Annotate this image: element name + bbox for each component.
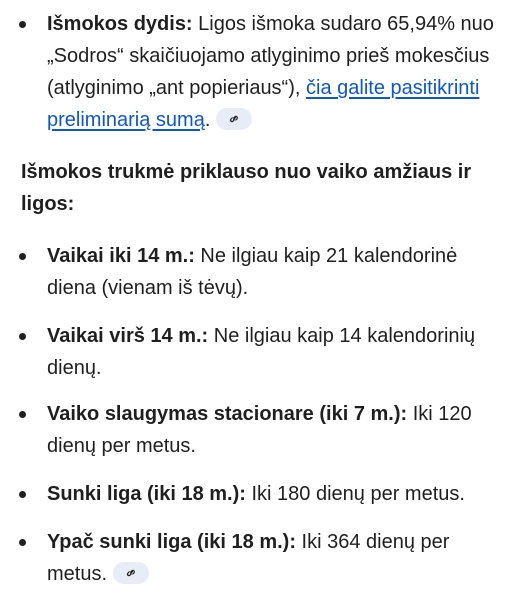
bullet-icon (19, 411, 26, 418)
item-text: Ligos išmoka sudaro 65,94% nuo „Sodros“ skaičiuojamo atlyginimo prieš mokesčius (atlyginimo „ant popieriaus“), (47, 13, 494, 99)
item-text: Iki 120 dienų per metus. (47, 403, 472, 457)
bullet-icon (19, 333, 26, 340)
item-text: Iki 180 dienų per metus. (245, 483, 465, 505)
item-label: Vaiko slaugymas stacionare (iki 7 m.): (47, 403, 408, 425)
list-item (0, 240, 513, 304)
link-icon (124, 566, 138, 580)
item-text: Ne ilgiau kaip 21 kalendorinė diena (vienam iš tėvų). (47, 245, 458, 299)
item-text: Iki 364 dienų per metus. (47, 531, 450, 585)
item-label: Vaikai virš 14 m.: (47, 325, 209, 347)
bullet-icon (19, 253, 26, 260)
link-icon (227, 112, 241, 126)
bullet-icon (19, 21, 26, 28)
bullet-icon (19, 539, 26, 546)
item-label: Išmokos dydis: (47, 13, 193, 35)
list-item-benefit-size (0, 8, 513, 136)
list-item (0, 526, 513, 590)
item-label: Ypač sunki liga (iki 18 m.): (47, 531, 296, 553)
list-item (0, 398, 513, 462)
list-item (0, 320, 513, 384)
preliminary-amount-link[interactable]: čia galite pasitikrinti preliminarią sumą (47, 77, 480, 131)
citation-chip[interactable] (113, 562, 149, 584)
item-label: Sunki liga (iki 18 m.): (47, 483, 246, 505)
item-text-end: . (204, 109, 211, 131)
item-text: Ne ilgiau kaip 14 kalendorinių dienų. (47, 325, 476, 379)
item-label: Vaikai iki 14 m.: (47, 245, 195, 267)
list-item (0, 478, 513, 510)
citation-chip[interactable] (216, 108, 252, 130)
bullet-icon (19, 491, 26, 498)
section-heading: Išmokos trukmė priklauso nuo vaiko amžiaus ir ligos: (21, 161, 472, 215)
